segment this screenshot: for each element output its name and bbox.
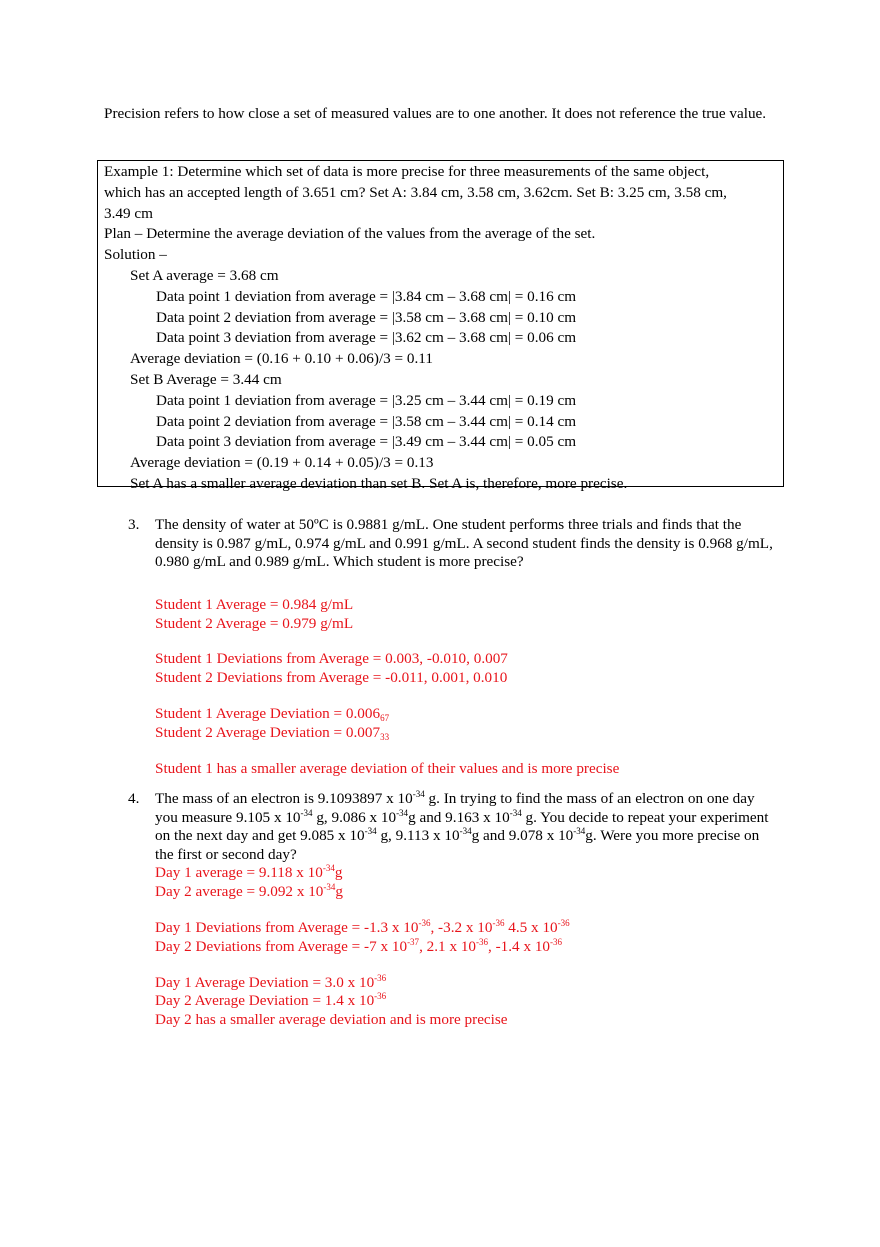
set-b-point: Data point 2 deviation from average = |3.58 cm – 3.44 cm| = 0.14 cm [156, 412, 577, 430]
q4-day2-average-deviation: Day 2 Average Deviation = 1.4 x $10^{-36}$ [155, 991, 387, 1010]
q3-conclusion: Student 1 has a smaller average deviation of their values and is more precise [155, 759, 620, 777]
q3-student2-average-deviation: Student 2 Average Deviation = $0.007_{33}$ [155, 723, 390, 742]
set-a-point: Data point 1 deviation from average = |3.84 cm – 3.68 cm| = 0.16 cm [156, 287, 577, 305]
example-1-box [97, 160, 784, 492]
q4-day1-average: Day 1 average = 9.118 x $10^{-34}g$ [155, 863, 343, 882]
q4-day2-average: Day 2 average = 9.092 x $10^{-34}g$ [155, 882, 343, 901]
question-3 [128, 516, 778, 778]
example-line: Solution – [104, 246, 167, 264]
q4-day1-average-deviation: Day 1 Average Deviation = 3.0 x $10^{-36}$ [155, 972, 387, 991]
q3-student2-deviations: Student 2 Deviations from Average = -0.011, 0.001, 0.010 [155, 669, 508, 687]
q4-day1-deviations: Day 1 Deviations from Average = -1.3 x $10^{-36}$, -3.2 x $10^{-36}$ 4.5 x $10^{-36}$ [155, 917, 570, 936]
example-line: Plan – Determine the average deviation of the values from the average of the set. [104, 225, 596, 243]
example-line: Example 1: Determine which set of data is more precise for three measurements of the same object, [104, 163, 710, 180]
question-3-text: The density of water at 50ºC is 0.9881 g/mL. One student performs three trials and finds that the density is 0.987 g/mL, 0.974 g/mL and 0.991 g/mL. A second student finds the density is 0.968 g/mL, 0.980 g/mL and 0.989 g/mL. Which student is more precise? [155, 516, 773, 571]
q3-student1-deviations: Student 1 Deviations from Average = 0.003, -0.010, 0.007 [155, 650, 508, 668]
question-4-text: The mass of an electron is 9.1093897 x $10^{-34}$ g. In trying to find the mass of an electron on one day you measure 9.105 x $10^{-34}$ g, 9.086 x $10^{-34}g$ and 9.163 x $10^{-34}$ g. You decide to repeat your experiment on the next day and get 9.085 x $10^{-34}$ g, 9.113 x $10^{-34}g$ and 9.078 x $10^{-34}g$. Were you more precise on the first or second day? [155, 789, 769, 863]
q3-student2-average: Student 2 Average = 0.979 g/mL [155, 614, 354, 632]
set-b-average: Set B Average = 3.44 cm [130, 370, 282, 388]
set-a-average-deviation: Average deviation = (0.16 + 0.10 + 0.06)/3 = 0.11 [130, 350, 433, 368]
set-a-average: Set A average = 3.68 cm [130, 266, 279, 284]
example-line: 3.49 cm [104, 204, 153, 222]
set-b-point: Data point 1 deviation from average = |3.25 cm – 3.44 cm| = 0.19 cm [156, 391, 577, 409]
set-b-average-deviation: Average deviation = (0.19 + 0.14 + 0.05)/3 = 0.13 [130, 454, 434, 472]
q3-student1-average: Student 1 Average = 0.984 g/mL [155, 595, 354, 613]
q4-day2-deviations: Day 2 Deviations from Average = -7 x $10^{-37}$, 2.1 x $10^{-36}$, -1.4 x $10^{-36}$ [155, 936, 563, 955]
q4-conclusion: Day 2 has a smaller average deviation and is more precise [155, 1011, 508, 1029]
intro-paragraph: Precision refers to how close a set of measured values are to one another. It does not reference the true value. [104, 105, 767, 122]
question-4 [128, 790, 778, 1030]
question-number: 3. [128, 516, 140, 533]
q3-student1-average-deviation: Student 1 Average Deviation = $0.006_{67}$ [155, 704, 390, 723]
set-b-point: Data point 3 deviation from average = |3.49 cm – 3.44 cm| = 0.05 cm [156, 433, 577, 451]
example-line: which has an accepted length of 3.651 cm? Set A: 3.84 cm, 3.58 cm, 3.62cm. Set B: 3.25 cm, 3.58 cm, [104, 183, 727, 201]
set-a-point: Data point 3 deviation from average = |3.62 cm – 3.68 cm| = 0.06 cm [156, 329, 577, 347]
example-conclusion: Set A has a smaller average deviation than set B. Set A is, therefore, more precise. [130, 474, 628, 492]
set-a-point: Data point 2 deviation from average = |3.58 cm – 3.68 cm| = 0.10 cm [156, 308, 577, 326]
question-number: 4. [128, 790, 140, 807]
